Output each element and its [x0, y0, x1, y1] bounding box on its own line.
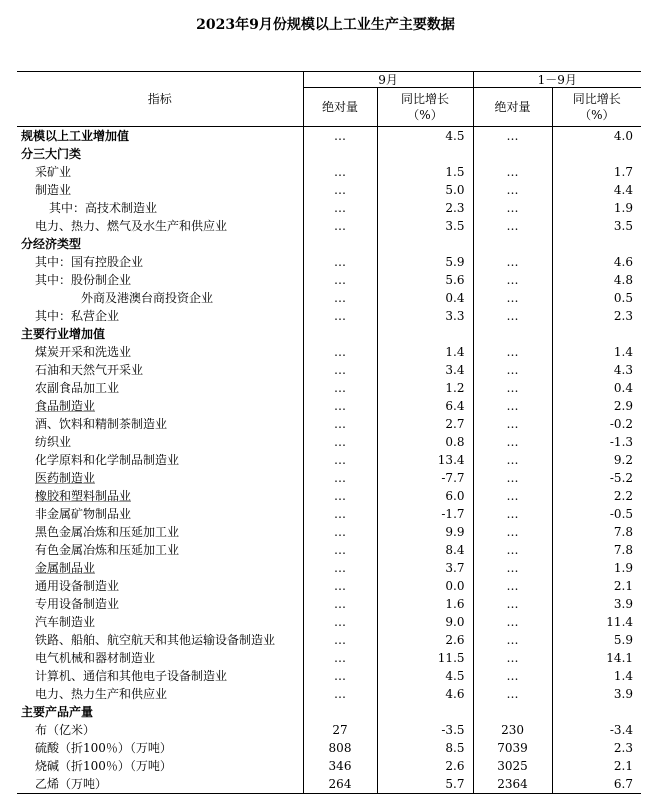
table-row: [17, 397, 641, 415]
month-yoy-cell: 2.6: [377, 757, 473, 775]
month-abs-cell: …: [303, 127, 377, 146]
row-label: 其中：国有控股企业: [35, 255, 144, 269]
row-label: 硫酸（折100％）（万吨）: [35, 741, 172, 755]
month-yoy-cell: 2.7: [377, 415, 473, 433]
row-label: 主要行业增加值: [21, 327, 106, 341]
ytd-abs-cell: …: [473, 289, 552, 307]
page-title: 2023年9月份规模以上工业生产主要数据: [196, 17, 455, 33]
month-abs-cell: …: [303, 649, 377, 667]
row-label: 通用设备制造业: [35, 579, 120, 593]
ytd-abs-cell: …: [473, 271, 552, 289]
ytd-abs-cell: …: [473, 415, 552, 433]
table-row: [17, 505, 641, 523]
ytd-yoy-cell: 0.4: [552, 379, 641, 397]
ytd-abs-cell: …: [473, 487, 552, 505]
header-month-abs: 绝对量: [303, 88, 377, 127]
month-abs-cell: …: [303, 199, 377, 217]
ytd-yoy-cell: 2.1: [552, 757, 641, 775]
row-label: 煤炭开采和洗选业: [35, 345, 132, 359]
table-row: [17, 415, 641, 433]
month-abs-cell: …: [303, 181, 377, 199]
ytd-yoy-cell: 3.5: [552, 217, 641, 235]
row-label: 计算机、通信和其他电子设备制造业: [35, 669, 228, 683]
table-body: [17, 127, 641, 794]
ytd-abs-cell: …: [473, 343, 552, 361]
ytd-yoy-cell: 2.9: [552, 397, 641, 415]
month-yoy-cell: 8.5: [377, 739, 473, 757]
ytd-yoy-cell: 4.6: [552, 253, 641, 271]
month-yoy-cell: 3.5: [377, 217, 473, 235]
month-abs-cell: …: [303, 613, 377, 631]
ytd-abs-cell: 2364: [473, 775, 552, 794]
ytd-yoy-cell: 2.3: [552, 739, 641, 757]
row-label: 铁路、船舶、航空航天和其他运输设备制造业: [35, 633, 276, 647]
ytd-abs-cell: …: [473, 685, 552, 703]
section-row: [17, 325, 641, 343]
table-row: [17, 649, 641, 667]
month-yoy-cell: 4.5: [377, 667, 473, 685]
month-yoy-cell: 6.0: [377, 487, 473, 505]
header-ytd-yoy: 同比增长 （%）: [552, 88, 641, 127]
row-label: 分经济类型: [21, 237, 82, 251]
month-abs-cell: [303, 145, 377, 163]
ytd-abs-cell: …: [473, 631, 552, 649]
row-label: 橡胶和塑料制品业: [35, 489, 132, 503]
table-row: [17, 433, 641, 451]
header-indicator: 指标: [17, 72, 303, 127]
month-yoy-cell: 3.7: [377, 559, 473, 577]
table-row: [17, 667, 641, 685]
ytd-yoy-cell: 7.8: [552, 541, 641, 559]
table-row: [17, 361, 641, 379]
row-label: 医药制造业: [35, 471, 96, 485]
ytd-abs-cell: …: [473, 163, 552, 181]
month-yoy-cell: -7.7: [377, 469, 473, 487]
section-row: [17, 235, 641, 253]
month-yoy-cell: 2.3: [377, 199, 473, 217]
ytd-abs-cell: …: [473, 595, 552, 613]
row-label: 其中：高技术制造业: [49, 201, 158, 215]
header-ytd-abs: 绝对量: [473, 88, 552, 127]
ytd-abs-cell: …: [473, 559, 552, 577]
table-row: [17, 379, 641, 397]
data-table: [17, 71, 641, 794]
row-label: 分三大门类: [21, 147, 82, 161]
ytd-yoy-cell: 7.8: [552, 523, 641, 541]
month-yoy-cell: 9.0: [377, 613, 473, 631]
month-yoy-cell: 13.4: [377, 451, 473, 469]
ytd-abs-cell: …: [473, 181, 552, 199]
ytd-abs-cell: …: [473, 505, 552, 523]
row-label: 化学原料和化学制品制造业: [35, 453, 180, 467]
table-row: [17, 217, 641, 235]
row-label: 黑色金属冶炼和压延加工业: [35, 525, 180, 539]
month-yoy-cell: 3.4: [377, 361, 473, 379]
ytd-abs-cell: …: [473, 397, 552, 415]
ytd-yoy-cell: 6.7: [552, 775, 641, 794]
ytd-yoy-cell: -0.5: [552, 505, 641, 523]
month-yoy-cell: [377, 703, 473, 721]
month-yoy-cell: [377, 145, 473, 163]
row-label: 采矿业: [35, 165, 72, 179]
month-yoy-cell: 3.3: [377, 307, 473, 325]
row-label: 其中：私营企业: [35, 309, 120, 323]
month-abs-cell: …: [303, 289, 377, 307]
ytd-yoy-cell: -5.2: [552, 469, 641, 487]
row-label: 非金属矿物制品业: [35, 507, 132, 521]
table-row: [17, 199, 641, 217]
ytd-abs-cell: 3025: [473, 757, 552, 775]
table-row: [17, 289, 641, 307]
month-yoy-cell: 4.5: [377, 127, 473, 146]
table-row: [17, 613, 641, 631]
ytd-yoy-cell: 4.0: [552, 127, 641, 146]
month-yoy-cell: [377, 325, 473, 343]
ytd-abs-cell: [473, 235, 552, 253]
month-yoy-cell: 1.4: [377, 343, 473, 361]
table-row: [17, 577, 641, 595]
month-abs-cell: 346: [303, 757, 377, 775]
month-yoy-cell: 0.4: [377, 289, 473, 307]
row-label: 布（亿米）: [35, 723, 96, 737]
ytd-abs-cell: …: [473, 379, 552, 397]
table-row: [17, 271, 641, 289]
month-yoy-cell: 11.5: [377, 649, 473, 667]
ytd-yoy-cell: -0.2: [552, 415, 641, 433]
row-label: 有色金属冶炼和压延加工业: [35, 543, 180, 557]
ytd-abs-cell: …: [473, 523, 552, 541]
month-abs-cell: …: [303, 559, 377, 577]
row-label: 金属制品业: [35, 561, 96, 575]
row-label: 酒、饮料和精制茶制造业: [35, 417, 168, 431]
row-label: 规模以上工业增加值: [21, 129, 130, 143]
month-yoy-cell: 9.9: [377, 523, 473, 541]
ytd-yoy-cell: -3.4: [552, 721, 641, 739]
month-abs-cell: …: [303, 505, 377, 523]
ytd-abs-cell: [473, 703, 552, 721]
table-row: [17, 685, 641, 703]
table-row: [17, 523, 641, 541]
month-yoy-cell: 5.9: [377, 253, 473, 271]
ytd-yoy-cell: 0.5: [552, 289, 641, 307]
month-abs-cell: 808: [303, 739, 377, 757]
table-row: [17, 721, 641, 739]
table-row: [17, 469, 641, 487]
ytd-yoy-cell: 14.1: [552, 649, 641, 667]
month-abs-cell: 264: [303, 775, 377, 794]
table-row: [17, 487, 641, 505]
table-row: [17, 451, 641, 469]
ytd-abs-cell: …: [473, 253, 552, 271]
row-label: 农副食品加工业: [35, 381, 120, 395]
month-abs-cell: …: [303, 253, 377, 271]
month-abs-cell: …: [303, 217, 377, 235]
ytd-yoy-cell: 1.9: [552, 559, 641, 577]
month-abs-cell: 27: [303, 721, 377, 739]
section-row: [17, 145, 641, 163]
row-label: 电气机械和器材制造业: [35, 651, 156, 665]
header-month: 9月: [303, 72, 473, 88]
table-row: [17, 775, 641, 794]
ytd-abs-cell: …: [473, 667, 552, 685]
row-label: 电力、热力生产和供应业: [35, 687, 168, 701]
ytd-yoy-cell: 1.4: [552, 343, 641, 361]
month-yoy-cell: 8.4: [377, 541, 473, 559]
month-yoy-cell: 5.7: [377, 775, 473, 794]
header-month-yoy: 同比增长 （%）: [377, 88, 473, 127]
month-yoy-cell: 6.4: [377, 397, 473, 415]
ytd-abs-cell: 230: [473, 721, 552, 739]
row-label: 主要产品产量: [21, 705, 94, 719]
section-row: [17, 703, 641, 721]
ytd-yoy-cell: 1.7: [552, 163, 641, 181]
row-label: 专用设备制造业: [35, 597, 120, 611]
table-row: [17, 181, 641, 199]
month-yoy-cell: 1.2: [377, 379, 473, 397]
table-header: [17, 72, 641, 127]
month-abs-cell: …: [303, 631, 377, 649]
ytd-yoy-cell: [552, 703, 641, 721]
month-abs-cell: …: [303, 307, 377, 325]
ytd-yoy-cell: [552, 235, 641, 253]
section-row: [17, 127, 641, 146]
table-row: [17, 541, 641, 559]
ytd-abs-cell: 7039: [473, 739, 552, 757]
month-abs-cell: …: [303, 667, 377, 685]
month-abs-cell: [303, 235, 377, 253]
ytd-abs-cell: [473, 145, 552, 163]
row-label: 其中：股份制企业: [35, 273, 132, 287]
ytd-yoy-cell: 2.1: [552, 577, 641, 595]
ytd-abs-cell: …: [473, 307, 552, 325]
table-row: [17, 343, 641, 361]
month-abs-cell: …: [303, 271, 377, 289]
table-row: [17, 631, 641, 649]
ytd-yoy-cell: 5.9: [552, 631, 641, 649]
table-row: [17, 595, 641, 613]
month-abs-cell: …: [303, 541, 377, 559]
ytd-abs-cell: …: [473, 433, 552, 451]
row-label: 外商及港澳台商投资企业: [81, 291, 214, 305]
ytd-yoy-cell: [552, 325, 641, 343]
ytd-yoy-cell: 3.9: [552, 595, 641, 613]
row-label: 汽车制造业: [35, 615, 96, 629]
header-ytd: 1－9月: [473, 72, 641, 88]
ytd-abs-cell: …: [473, 361, 552, 379]
month-yoy-cell: 5.0: [377, 181, 473, 199]
month-yoy-cell: -1.7: [377, 505, 473, 523]
month-abs-cell: …: [303, 595, 377, 613]
row-label: 电力、热力、燃气及水生产和供应业: [35, 219, 228, 233]
table-row: [17, 559, 641, 577]
ytd-abs-cell: …: [473, 577, 552, 595]
month-yoy-cell: [377, 235, 473, 253]
row-label: 纺织业: [35, 435, 72, 449]
table-row: [17, 253, 641, 271]
ytd-yoy-cell: 1.4: [552, 667, 641, 685]
ytd-yoy-cell: 2.2: [552, 487, 641, 505]
ytd-yoy-cell: 4.3: [552, 361, 641, 379]
ytd-yoy-cell: [552, 145, 641, 163]
month-abs-cell: …: [303, 577, 377, 595]
ytd-abs-cell: …: [473, 613, 552, 631]
ytd-abs-cell: …: [473, 469, 552, 487]
ytd-yoy-cell: 1.9: [552, 199, 641, 217]
ytd-abs-cell: …: [473, 217, 552, 235]
month-yoy-cell: 0.8: [377, 433, 473, 451]
ytd-abs-cell: …: [473, 199, 552, 217]
ytd-abs-cell: …: [473, 451, 552, 469]
table-row: [17, 163, 641, 181]
month-yoy-cell: 1.6: [377, 595, 473, 613]
ytd-abs-cell: …: [473, 541, 552, 559]
month-abs-cell: …: [303, 469, 377, 487]
ytd-yoy-cell: 2.3: [552, 307, 641, 325]
month-abs-cell: …: [303, 487, 377, 505]
month-abs-cell: …: [303, 415, 377, 433]
row-label: 制造业: [35, 183, 72, 197]
month-abs-cell: …: [303, 163, 377, 181]
month-yoy-cell: 0.0: [377, 577, 473, 595]
ytd-yoy-cell: 9.2: [552, 451, 641, 469]
ytd-abs-cell: …: [473, 649, 552, 667]
month-abs-cell: …: [303, 523, 377, 541]
month-yoy-cell: 5.6: [377, 271, 473, 289]
month-abs-cell: …: [303, 343, 377, 361]
ytd-yoy-cell: 4.8: [552, 271, 641, 289]
ytd-abs-cell: …: [473, 127, 552, 146]
row-label: 烧碱（折100％）（万吨）: [35, 759, 172, 773]
row-label: 乙烯（万吨）: [17, 775, 303, 794]
table-row: [17, 739, 641, 757]
month-abs-cell: …: [303, 397, 377, 415]
month-abs-cell: …: [303, 685, 377, 703]
month-abs-cell: [303, 325, 377, 343]
month-yoy-cell: -3.5: [377, 721, 473, 739]
ytd-yoy-cell: 3.9: [552, 685, 641, 703]
month-yoy-cell: 2.6: [377, 631, 473, 649]
month-abs-cell: …: [303, 433, 377, 451]
month-abs-cell: …: [303, 451, 377, 469]
month-abs-cell: [303, 703, 377, 721]
month-yoy-cell: 4.6: [377, 685, 473, 703]
table-row: [17, 757, 641, 775]
ytd-abs-cell: [473, 325, 552, 343]
month-yoy-cell: 1.5: [377, 163, 473, 181]
ytd-yoy-cell: 11.4: [552, 613, 641, 631]
ytd-yoy-cell: 4.4: [552, 181, 641, 199]
row-label: 食品制造业: [35, 399, 96, 413]
month-abs-cell: …: [303, 379, 377, 397]
row-label: 石油和天然气开采业: [35, 363, 144, 377]
ytd-yoy-cell: -1.3: [552, 433, 641, 451]
month-abs-cell: …: [303, 361, 377, 379]
table-row: [17, 307, 641, 325]
